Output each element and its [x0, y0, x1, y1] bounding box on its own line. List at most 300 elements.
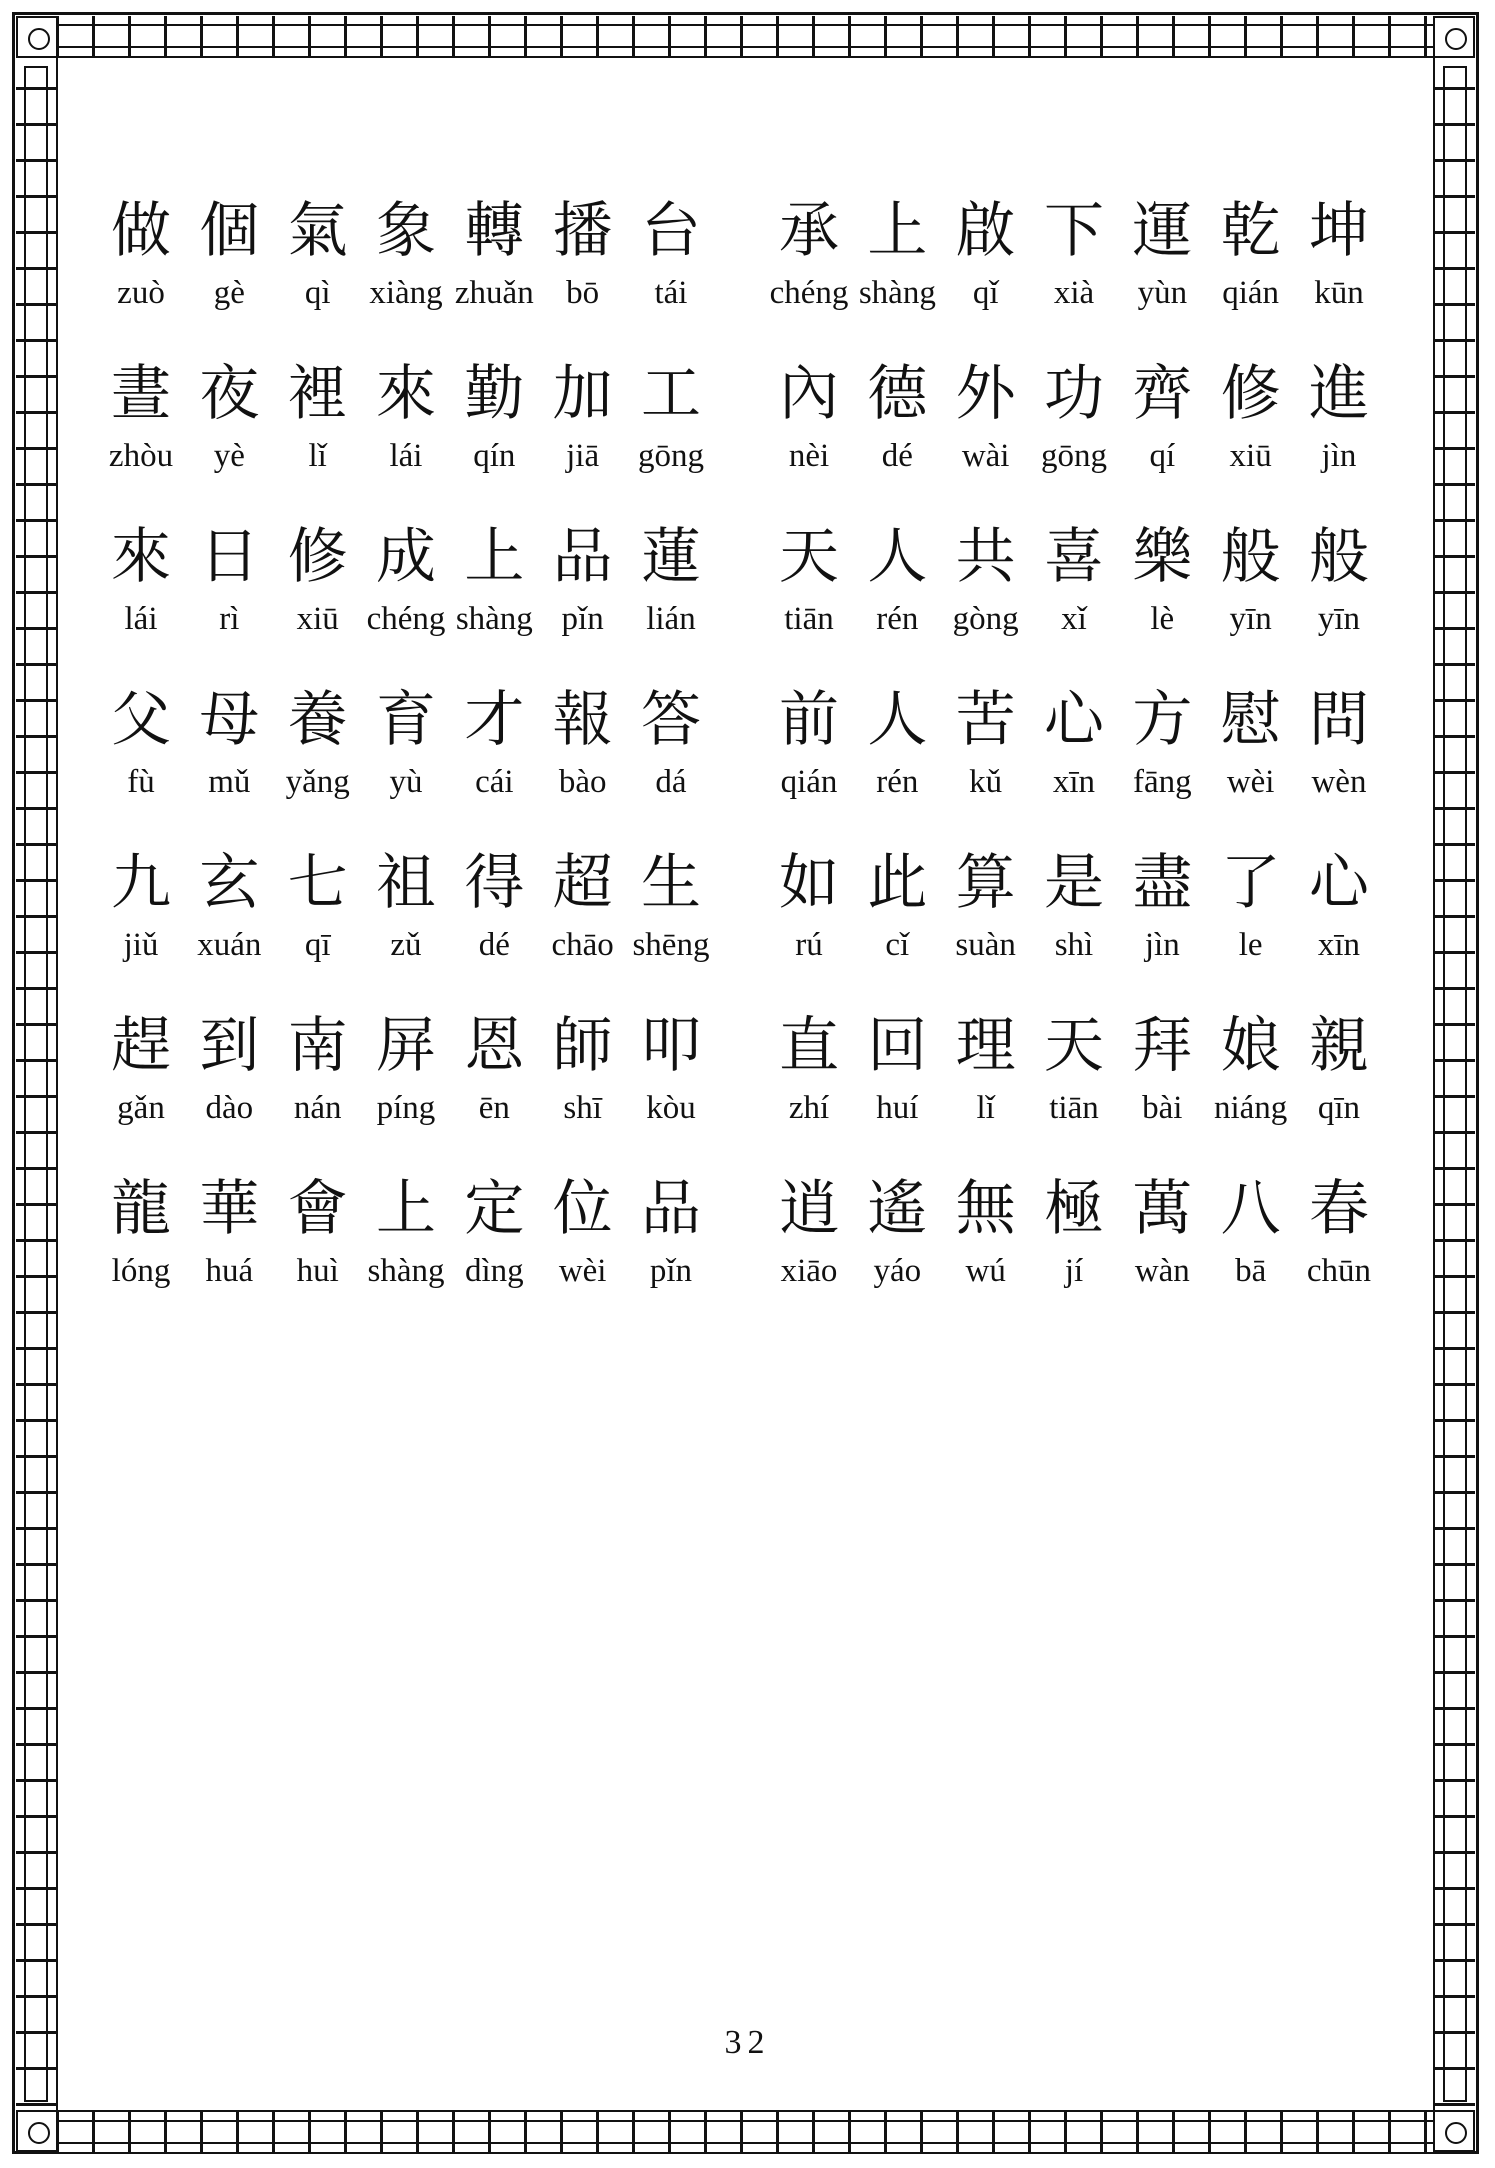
- syllable: [1298, 195, 1380, 358]
- pinyin-syllable: zǔ: [390, 927, 422, 963]
- syllable: [277, 684, 359, 847]
- verse-right: [768, 1010, 1380, 1173]
- syllable: [100, 195, 182, 358]
- hanzi-character: 南: [287, 1011, 348, 1081]
- hanzi-character: 是: [1043, 848, 1104, 918]
- verse-row: [90, 358, 1400, 521]
- hanzi-character: 台: [640, 196, 701, 266]
- syllable: [630, 358, 712, 521]
- syllable: [100, 1173, 182, 1336]
- hanzi-character: 轉: [464, 196, 525, 266]
- syllable: [856, 684, 938, 847]
- hanzi-character: 進: [1308, 359, 1369, 429]
- hanzi-character: 下: [1043, 196, 1104, 266]
- syllable: [1033, 358, 1115, 521]
- hanzi-character: 拜: [1132, 1011, 1193, 1081]
- corner-ornament: [1433, 2110, 1475, 2152]
- hanzi-character: 個: [199, 196, 260, 266]
- syllable: [188, 847, 270, 1010]
- corner-ornament: [16, 2110, 58, 2152]
- pinyin-syllable: jìn: [1144, 927, 1180, 963]
- pinyin-syllable: dào: [205, 1090, 254, 1126]
- hanzi-character: 直: [779, 1011, 839, 1081]
- pinyin-syllable: lǐ: [308, 438, 327, 474]
- pinyin-syllable: rén: [876, 601, 919, 637]
- syllable: [856, 1010, 938, 1173]
- syllable: [945, 358, 1027, 521]
- hanzi-character: 養: [287, 685, 348, 755]
- hanzi-character: 叩: [640, 1011, 701, 1081]
- syllable: [945, 684, 1027, 847]
- syllable: [945, 195, 1027, 358]
- hanzi-character: 象: [375, 196, 436, 266]
- hanzi-character: 齊: [1132, 359, 1193, 429]
- pinyin-syllable: pǐn: [561, 601, 604, 637]
- syllable: [453, 1010, 535, 1173]
- pinyin-syllable: suàn: [955, 927, 1016, 963]
- syllable: [365, 358, 447, 521]
- syllable: [277, 195, 359, 358]
- hanzi-character: 才: [464, 685, 525, 755]
- syllable: [630, 521, 712, 684]
- pinyin-syllable: wèi: [558, 1253, 607, 1289]
- pinyin-syllable: qián: [780, 764, 838, 800]
- pinyin-syllable: qì: [304, 275, 331, 311]
- syllable: [1121, 195, 1203, 358]
- hanzi-character: 般: [1308, 522, 1369, 592]
- syllable: [1210, 521, 1292, 684]
- syllable: [1033, 1010, 1115, 1173]
- verse-row: [90, 1173, 1400, 1336]
- pinyin-syllable: yǎng: [285, 764, 350, 800]
- hanzi-character: 此: [867, 848, 928, 918]
- hanzi-character: 前: [779, 685, 839, 755]
- pinyin-syllable: nán: [293, 1090, 342, 1126]
- pinyin-syllable: qín: [473, 438, 516, 474]
- pinyin-syllable: chéng: [769, 275, 849, 311]
- hanzi-character: 無: [955, 1174, 1016, 1244]
- pinyin-syllable: bō: [566, 275, 600, 311]
- hanzi-character: 蓮: [640, 522, 701, 592]
- pinyin-syllable: fāng: [1132, 764, 1192, 800]
- hanzi-character: 會: [287, 1174, 348, 1244]
- syllable: [365, 847, 447, 1010]
- syllable: [365, 684, 447, 847]
- pinyin-syllable: tiān: [784, 601, 834, 637]
- syllable: [365, 1173, 447, 1336]
- pinyin-syllable: cái: [475, 764, 514, 800]
- hanzi-character: 上: [464, 522, 525, 592]
- pinyin-syllable: dé: [881, 438, 913, 474]
- hanzi-character: 答: [640, 685, 701, 755]
- hanzi-character: 方: [1132, 685, 1193, 755]
- pinyin-syllable: jiǔ: [123, 927, 159, 963]
- pinyin-syllable: lái: [389, 438, 423, 474]
- pinyin-syllable: lái: [124, 601, 158, 637]
- verse-right: [768, 1173, 1380, 1336]
- hanzi-character: 上: [375, 1174, 436, 1244]
- pinyin-syllable: rú: [795, 927, 823, 963]
- hanzi-character: 得: [464, 848, 525, 918]
- pinyin-syllable: shàng: [367, 1253, 445, 1289]
- syllable: [630, 1010, 712, 1173]
- pinyin-syllable: bài: [1142, 1090, 1183, 1126]
- syllable: [1298, 847, 1380, 1010]
- hanzi-character: 龍: [111, 1174, 171, 1244]
- hanzi-character: 上: [867, 196, 928, 266]
- verse-left: [100, 521, 712, 684]
- pinyin-syllable: lián: [646, 601, 696, 637]
- hanzi-character: 乾: [1220, 196, 1281, 266]
- hanzi-character: 做: [111, 196, 171, 266]
- verse-left: [100, 1173, 712, 1336]
- hanzi-character: 德: [867, 359, 928, 429]
- pinyin-syllable: wèi: [1226, 764, 1275, 800]
- syllable: [945, 847, 1027, 1010]
- hanzi-character: 祖: [375, 848, 436, 918]
- pinyin-syllable: rén: [876, 764, 919, 800]
- verse-left: [100, 847, 712, 1010]
- syllable: [856, 195, 938, 358]
- page-number: 32: [724, 2024, 771, 2061]
- syllable: [856, 358, 938, 521]
- pinyin-syllable: kǔ: [969, 764, 1003, 800]
- hanzi-character: 理: [955, 1011, 1016, 1081]
- pinyin-syllable: huí: [876, 1090, 919, 1126]
- verse-right: [768, 684, 1380, 847]
- syllable: [542, 684, 624, 847]
- syllable: [1033, 847, 1115, 1010]
- pinyin-syllable: xiàng: [369, 275, 443, 311]
- pinyin-syllable: xīn: [1317, 927, 1361, 963]
- pinyin-syllable: rì: [219, 601, 240, 637]
- pinyin-syllable: píng: [376, 1090, 436, 1126]
- syllable: [1210, 1173, 1292, 1336]
- syllable: [277, 521, 359, 684]
- hanzi-character: 娘: [1220, 1011, 1281, 1081]
- hanzi-character: 苦: [955, 685, 1016, 755]
- hanzi-character: 華: [199, 1174, 260, 1244]
- verse-row: [90, 521, 1400, 684]
- syllable: [856, 1173, 938, 1336]
- pinyin-syllable: gòng: [952, 601, 1019, 637]
- pinyin-syllable: kòu: [646, 1090, 696, 1126]
- hanzi-character: 品: [640, 1174, 701, 1244]
- syllable: [100, 684, 182, 847]
- syllable: [188, 195, 270, 358]
- syllable: [768, 358, 850, 521]
- pinyin-syllable: kūn: [1314, 275, 1364, 311]
- verse-left: [100, 1010, 712, 1173]
- verse-right: [768, 195, 1380, 358]
- hanzi-character: 內: [779, 359, 839, 429]
- pinyin-syllable: zhí: [788, 1090, 830, 1126]
- hanzi-character: 逍: [779, 1174, 839, 1244]
- pinyin-syllable: bā: [1235, 1253, 1267, 1289]
- verse-row: [90, 195, 1400, 358]
- syllable: [1121, 1010, 1203, 1173]
- hanzi-character: 了: [1220, 848, 1281, 918]
- syllable: [277, 1010, 359, 1173]
- verse-left: [100, 684, 712, 847]
- hanzi-character: 加: [552, 359, 613, 429]
- hanzi-character: 氣: [287, 196, 348, 266]
- hanzi-character: 八: [1220, 1174, 1281, 1244]
- syllable: [365, 1010, 447, 1173]
- syllable: [768, 195, 850, 358]
- pinyin-syllable: wàn: [1134, 1253, 1190, 1289]
- hanzi-character: 盡: [1132, 848, 1193, 918]
- hanzi-character: 啟: [955, 196, 1016, 266]
- syllable: [630, 847, 712, 1010]
- syllable: [188, 684, 270, 847]
- hanzi-character: 慰: [1220, 685, 1281, 755]
- syllable: [1298, 1173, 1380, 1336]
- syllable: [768, 684, 850, 847]
- hanzi-character: 超: [552, 848, 613, 918]
- pinyin-syllable: pǐn: [649, 1253, 693, 1289]
- hanzi-character: 恩: [464, 1011, 525, 1081]
- pinyin-syllable: lè: [1150, 601, 1175, 637]
- verse-row: [90, 847, 1400, 1010]
- hanzi-character: 工: [640, 359, 701, 429]
- syllable: [542, 1010, 624, 1173]
- hanzi-character: 日: [199, 522, 260, 592]
- pinyin-syllable: dé: [478, 927, 510, 963]
- hanzi-character: 算: [955, 848, 1016, 918]
- pinyin-syllable: yīn: [1317, 601, 1361, 637]
- hanzi-character: 勤: [464, 359, 525, 429]
- syllable: [1210, 1010, 1292, 1173]
- pinyin-syllable: tái: [654, 275, 688, 311]
- hanzi-character: 極: [1043, 1174, 1104, 1244]
- pinyin-syllable: xuán: [197, 927, 262, 963]
- pinyin-syllable: shàng: [858, 275, 936, 311]
- verse-right: [768, 358, 1380, 521]
- syllable: [453, 521, 535, 684]
- syllable: [1298, 358, 1380, 521]
- pinyin-syllable: xīn: [1052, 764, 1096, 800]
- syllable: [945, 521, 1027, 684]
- hanzi-character: 樂: [1132, 522, 1193, 592]
- pinyin-syllable: qǐ: [972, 275, 999, 311]
- hanzi-character: 萬: [1132, 1174, 1193, 1244]
- hanzi-character: 父: [111, 685, 171, 755]
- hanzi-character: 晝: [111, 359, 171, 429]
- hanzi-character: 人: [867, 522, 928, 592]
- syllable: [100, 1010, 182, 1173]
- hanzi-character: 成: [375, 522, 436, 592]
- hanzi-character: 問: [1308, 685, 1369, 755]
- hanzi-character: 到: [199, 1011, 260, 1081]
- pinyin-syllable: xiū: [296, 601, 339, 637]
- syllable: [453, 847, 535, 1010]
- syllable: [1121, 358, 1203, 521]
- hanzi-character: 育: [375, 685, 436, 755]
- pinyin-syllable: qī: [304, 927, 331, 963]
- syllable: [1210, 358, 1292, 521]
- pinyin-syllable: wú: [965, 1253, 1006, 1289]
- syllable: [768, 1173, 850, 1336]
- pinyin-syllable: fù: [127, 764, 155, 800]
- syllable: [100, 521, 182, 684]
- syllable: [1210, 195, 1292, 358]
- pinyin-syllable: le: [1238, 927, 1263, 963]
- pinyin-syllable: wèn: [1311, 764, 1367, 800]
- hanzi-character: 功: [1043, 359, 1104, 429]
- pinyin-syllable: dá: [655, 764, 687, 800]
- hanzi-character: 回: [867, 1011, 928, 1081]
- verse-grid: [90, 195, 1400, 1336]
- border-pattern-left: [16, 58, 58, 2110]
- pinyin-syllable: gè: [213, 275, 245, 311]
- pinyin-syllable: lóng: [111, 1253, 171, 1289]
- pinyin-syllable: nèi: [788, 438, 830, 474]
- pinyin-syllable: xǐ: [1061, 601, 1087, 637]
- syllable: [1033, 684, 1115, 847]
- hanzi-character: 心: [1043, 685, 1104, 755]
- hanzi-character: 裡: [287, 359, 348, 429]
- syllable: [1033, 1173, 1115, 1336]
- syllable: [630, 1173, 712, 1336]
- pinyin-syllable: xiāo: [780, 1253, 838, 1289]
- verse-row: [90, 684, 1400, 847]
- pinyin-syllable: yù: [389, 764, 423, 800]
- pinyin-syllable: zhòu: [108, 438, 174, 474]
- hanzi-character: 修: [1220, 359, 1281, 429]
- pinyin-syllable: qí: [1149, 438, 1176, 474]
- verse-left: [100, 195, 712, 358]
- hanzi-character: 修: [287, 522, 348, 592]
- pinyin-syllable: chéng: [366, 601, 446, 637]
- pinyin-syllable: yáo: [873, 1253, 922, 1289]
- syllable: [1121, 1173, 1203, 1336]
- syllable: [277, 847, 359, 1010]
- hanzi-character: 九: [111, 848, 171, 918]
- syllable: [188, 521, 270, 684]
- pinyin-syllable: shī: [563, 1090, 602, 1126]
- syllable: [768, 847, 850, 1010]
- corner-ornament: [1433, 16, 1475, 58]
- syllable: [453, 195, 535, 358]
- syllable: [453, 684, 535, 847]
- hanzi-character: 共: [955, 522, 1016, 592]
- syllable: [1298, 684, 1380, 847]
- hanzi-character: 夜: [199, 359, 260, 429]
- syllable: [100, 847, 182, 1010]
- syllable: [365, 195, 447, 358]
- pinyin-syllable: zhuǎn: [454, 275, 534, 311]
- syllable: [1298, 1010, 1380, 1173]
- syllable: [542, 847, 624, 1010]
- syllable: [542, 1173, 624, 1336]
- syllable: [945, 1010, 1027, 1173]
- hanzi-character: 生: [640, 848, 701, 918]
- pinyin-syllable: gōng: [1040, 438, 1107, 474]
- syllable: [1210, 847, 1292, 1010]
- hanzi-character: 玄: [199, 848, 260, 918]
- hanzi-character: 外: [955, 359, 1016, 429]
- syllable: [945, 1173, 1027, 1336]
- hanzi-character: 如: [779, 848, 839, 918]
- pinyin-syllable: yīn: [1229, 601, 1272, 637]
- syllable: [1033, 195, 1115, 358]
- pinyin-syllable: wài: [961, 438, 1010, 474]
- pinyin-syllable: cǐ: [885, 927, 910, 963]
- pinyin-syllable: chāo: [551, 927, 614, 963]
- pinyin-syllable: gǎn: [117, 1090, 165, 1126]
- syllable: [1121, 847, 1203, 1010]
- hanzi-character: 天: [1043, 1011, 1104, 1081]
- verse-right: [768, 847, 1380, 1010]
- hanzi-character: 母: [199, 685, 260, 755]
- hanzi-character: 定: [464, 1174, 525, 1244]
- corner-ornament: [16, 16, 58, 58]
- hanzi-character: 運: [1132, 196, 1193, 266]
- syllable: [453, 358, 535, 521]
- syllable: [630, 195, 712, 358]
- verse-left: [100, 358, 712, 521]
- hanzi-character: 來: [375, 359, 436, 429]
- hanzi-character: 遙: [867, 1174, 928, 1244]
- hanzi-character: 天: [779, 522, 839, 592]
- pinyin-syllable: xià: [1053, 275, 1095, 311]
- syllable: [188, 1010, 270, 1173]
- border-pattern-top: [16, 16, 1475, 58]
- syllable: [1121, 521, 1203, 684]
- pinyin-syllable: shì: [1054, 927, 1094, 963]
- hanzi-character: 心: [1308, 848, 1369, 918]
- border-pattern-bottom: [16, 2110, 1475, 2152]
- pinyin-syllable: dìng: [464, 1253, 524, 1289]
- pinyin-syllable: ēn: [478, 1090, 510, 1126]
- hanzi-character: 品: [552, 522, 613, 592]
- hanzi-character: 人: [867, 685, 928, 755]
- hanzi-character: 坤: [1308, 196, 1369, 266]
- hanzi-character: 承: [779, 196, 839, 266]
- pinyin-syllable: shàng: [455, 601, 533, 637]
- hanzi-character: 春: [1308, 1174, 1369, 1244]
- pinyin-syllable: jí: [1064, 1253, 1084, 1289]
- pinyin-syllable: yùn: [1137, 275, 1188, 311]
- hanzi-character: 報: [552, 685, 613, 755]
- border-pattern-right: [1433, 58, 1475, 2110]
- syllable: [277, 1173, 359, 1336]
- syllable: [856, 521, 938, 684]
- pinyin-syllable: bào: [558, 764, 607, 800]
- syllable: [1121, 684, 1203, 847]
- pinyin-syllable: jìn: [1321, 438, 1357, 474]
- hanzi-character: 位: [552, 1174, 613, 1244]
- syllable: [453, 1173, 535, 1336]
- syllable: [768, 521, 850, 684]
- pinyin-syllable: shēng: [632, 927, 710, 963]
- pinyin-syllable: chūn: [1306, 1253, 1372, 1289]
- verse-row: [90, 1010, 1400, 1173]
- pinyin-syllable: yè: [213, 438, 245, 474]
- syllable: [1033, 521, 1115, 684]
- hanzi-character: 七: [287, 848, 348, 918]
- pinyin-syllable: qīn: [1317, 1090, 1361, 1126]
- pinyin-syllable: huì: [296, 1253, 339, 1289]
- syllable: [1210, 684, 1292, 847]
- pinyin-syllable: zuò: [117, 275, 165, 311]
- syllable: [1298, 521, 1380, 684]
- syllable: [365, 521, 447, 684]
- hanzi-character: 親: [1308, 1011, 1369, 1081]
- hanzi-character: 屏: [375, 1011, 436, 1081]
- pinyin-syllable: lǐ: [976, 1090, 995, 1126]
